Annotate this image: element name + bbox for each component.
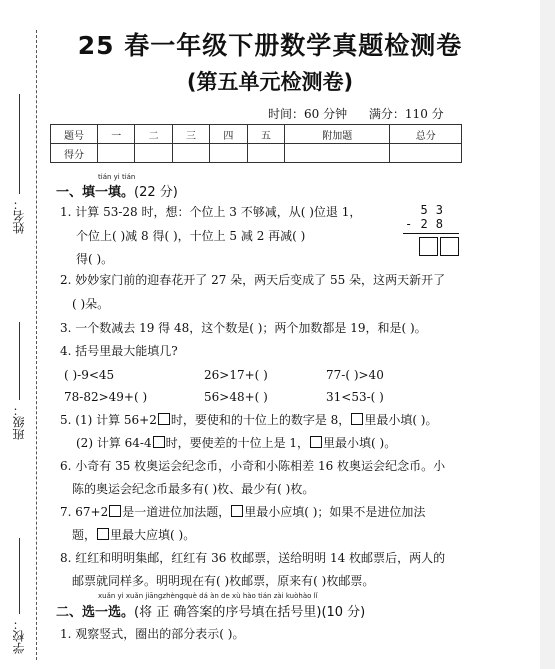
q5-line2 <box>76 436 396 450</box>
blank-box <box>351 413 363 425</box>
score-header-cell: 总分 <box>390 125 462 144</box>
section1-heading <box>56 181 178 200</box>
score-table <box>50 124 462 163</box>
q5-line1 <box>60 413 438 427</box>
score-cell[interactable] <box>285 144 390 163</box>
answer-box-tens[interactable] <box>419 237 438 256</box>
q4-item: 77-( )>40 <box>326 368 384 382</box>
answer-box-ones[interactable] <box>440 237 459 256</box>
q6-line1: 6. 小奇有 35 枚奥运会纪念币，小奇和小陈相差 16 枚奥运会纪念币。小 <box>60 459 446 473</box>
q4-item: ( )-9<45 <box>64 368 115 382</box>
name-underline <box>19 94 20 194</box>
blank-box <box>109 505 121 517</box>
q5-text: 里最小填( )。 <box>323 436 397 450</box>
score-header-cell: 三 <box>172 125 209 144</box>
score-header-cell: 题号 <box>51 125 98 144</box>
score-cell[interactable] <box>247 144 284 163</box>
score-header-cell: 五 <box>247 125 284 144</box>
score-cell[interactable] <box>210 144 247 163</box>
q1-line2: 个位上( )减 8 得( )，十位上 5 减 2 再减( ) <box>76 229 306 243</box>
subtrahend: 28 <box>420 217 451 231</box>
name-label: 姓名： <box>12 198 26 234</box>
blank-box <box>158 413 170 425</box>
section2-points: (10 分) <box>321 605 366 620</box>
q3-line1: 3. 一个数减去 19 得 48，这个数是( )；两个加数都是 19，和是( )。 <box>60 321 427 335</box>
calc-rule <box>403 233 459 234</box>
blank-box <box>97 528 109 540</box>
s2q1-line1: 1. 观察竖式，圈出的部分表示( )。 <box>60 627 245 641</box>
q8-line2: 邮票就同样多。明明现在有( )枚邮票，原来有( )枚邮票。 <box>72 574 375 588</box>
vertical-subtraction <box>403 203 459 257</box>
q1-line1: 1. 计算 53-28 时，想：个位上 3 不够减，从( )位退 1， <box>60 205 362 219</box>
q2-line1: 2. 妙妙家门前的迎春花开了 27 朵，两天后变成了 55 朵，这两天新开了 <box>60 273 446 287</box>
class-field <box>4 322 34 440</box>
score-header-cell: 一 <box>98 125 135 144</box>
q7-text: 题， <box>72 528 97 542</box>
section2-instruction: (将 正 确答案的序号填在括号里) <box>134 605 322 620</box>
cut-line <box>36 30 37 660</box>
score-table-row <box>51 144 462 163</box>
score-cell[interactable] <box>135 144 172 163</box>
minuend: 53 <box>420 203 451 217</box>
q6-line2: 陈的奥运会纪念币最多有( )枚、最少有( )枚。 <box>72 482 315 496</box>
exam-subtitle: (第五单元检测卷) <box>186 70 354 94</box>
q7-text: 里最小应填( )；如果不是进位加法 <box>244 505 426 519</box>
q4-line1: 4. 括号里最大能填几? <box>60 344 178 358</box>
score-header-cell: 四 <box>210 125 247 144</box>
q4-item: 56>48+( ) <box>204 390 268 404</box>
school-field <box>4 538 34 654</box>
q7-line2 <box>72 528 195 542</box>
score-table-header <box>51 125 462 144</box>
section1-points: (22 分) <box>134 185 178 200</box>
school-underline <box>19 538 20 614</box>
q4-item: 26>17+( ) <box>204 368 268 382</box>
binding-margin <box>0 0 44 669</box>
q5-text: 时，要使差的十位上是 1， <box>165 436 310 450</box>
q7-text: 里最大应填( )。 <box>110 528 196 542</box>
score-cell[interactable] <box>390 144 462 163</box>
q5-text: 5. (1) 计算 56+2 <box>60 413 157 427</box>
score-cell[interactable] <box>172 144 209 163</box>
q2-line2: ( )朵。 <box>72 297 110 311</box>
q1-line3: 得( )。 <box>76 252 114 266</box>
section2-pinyin: xuǎn yi xuǎn jiāngzhèngquè dá àn de xù hào tián zài kuòhào lǐ <box>98 592 318 600</box>
q7-text: 是一道进位加法题， <box>122 505 231 519</box>
name-field <box>4 94 34 234</box>
full-score: 满分：110 分 <box>368 107 444 121</box>
q5-text: 时，要使和的十位上的数字是 8， <box>170 413 351 427</box>
blank-box <box>153 436 165 448</box>
section2-title: 二、选一选。 <box>56 605 135 620</box>
q7-line1 <box>60 505 425 519</box>
q7-text: 7. 67+2 <box>60 505 109 519</box>
q5-text: (2) 计算 64-4 <box>76 436 152 450</box>
school-label: 学校： <box>12 618 26 654</box>
section1-title: 一、填一填。 <box>56 185 135 200</box>
q5-text: 里最小填( )。 <box>364 413 438 427</box>
q8-line1: 8. 红红和明明集邮，红红有 36 枚邮票，送给明明 14 枚邮票后，两人的 <box>60 551 446 565</box>
minus-sign: - <box>405 217 413 231</box>
score-cell[interactable] <box>98 144 135 163</box>
blank-box <box>231 505 243 517</box>
q4-item: 78-82>49+( ) <box>64 390 148 404</box>
class-label: 班级： <box>12 404 26 440</box>
section1-pinyin: tián yi tián <box>98 173 136 181</box>
score-header-cell: 附加题 <box>285 125 390 144</box>
score-header-cell: 二 <box>135 125 172 144</box>
blank-box <box>310 436 322 448</box>
section2-heading <box>56 601 365 620</box>
exam-meta <box>268 105 462 122</box>
exam-title: 25 春一年级下册数学真题检测卷 <box>77 31 463 60</box>
score-row-label: 得分 <box>51 144 98 163</box>
time-limit: 时间：60 分钟 <box>268 107 348 121</box>
class-underline <box>19 322 20 400</box>
q4-item: 31<53-( ) <box>326 390 384 404</box>
